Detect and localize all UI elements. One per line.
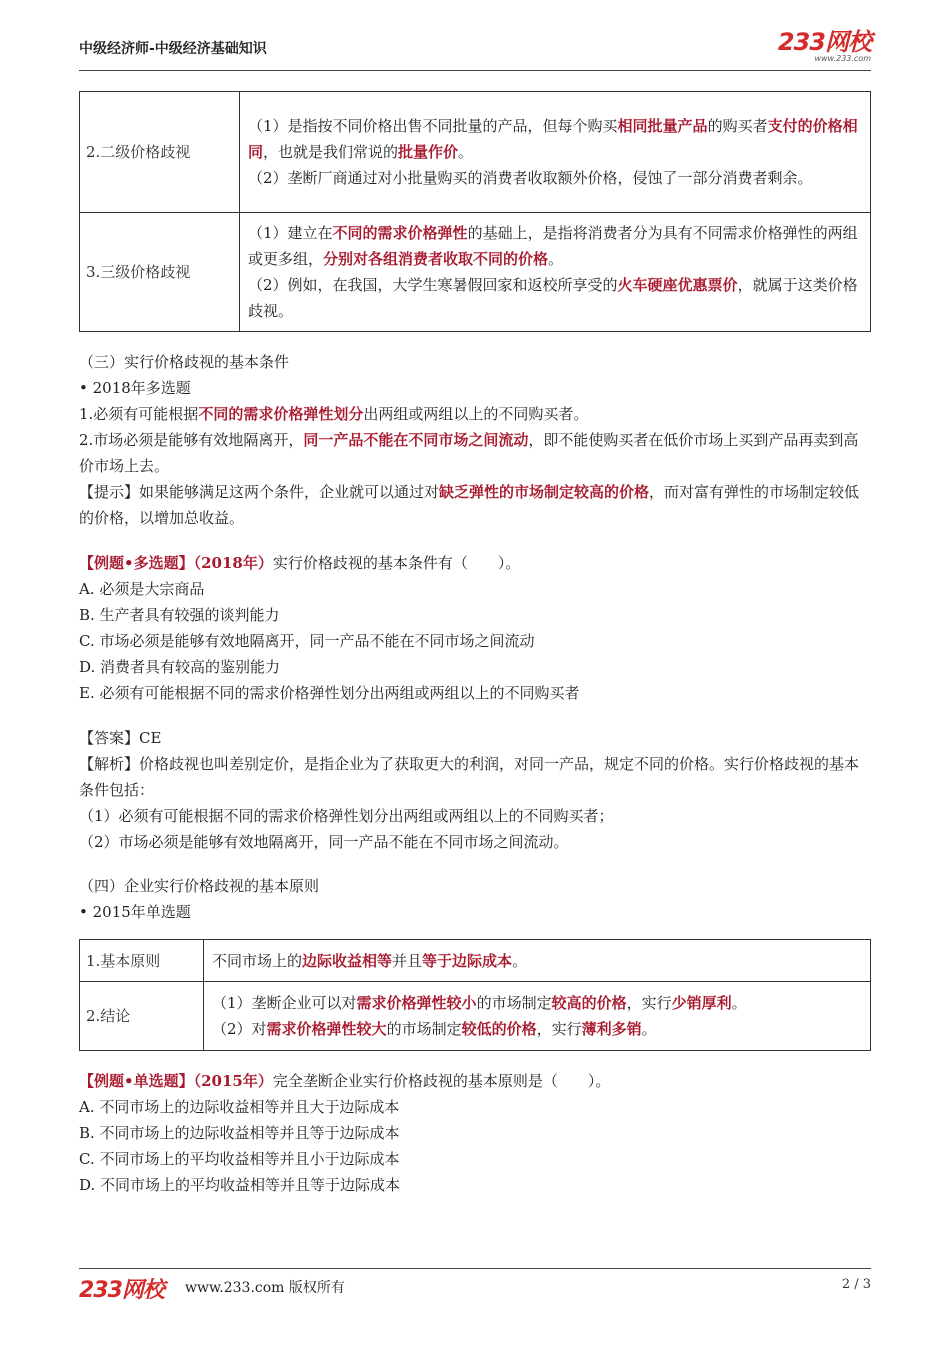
option-a: A. 不同市场上的边际收益相等并且大于边际成本: [79, 1098, 400, 1116]
option-b: B. 不同市场上的边际收益相等并且等于边际成本: [79, 1124, 400, 1142]
text-segment: 。: [548, 250, 564, 268]
highlight-text: 较高的价格: [551, 994, 627, 1012]
text-segment: ，即不能使购买者在低价市场上买到产品再卖到高价市场上去。: [79, 431, 859, 475]
text-segment: 的市场制定: [476, 994, 552, 1012]
row-content: [204, 982, 871, 1051]
page-number: 2 / 3: [841, 1277, 871, 1292]
text-segment: 【提示】如果能够满足这两个条件，企业就可以通过对: [79, 483, 440, 501]
question-tag: 【例题•单选题】（2015年）: [79, 1072, 273, 1090]
option-d: D. 消费者具有较高的鉴别能力: [79, 658, 281, 676]
highlight-text: 同一产品不能在不同市场之间流动: [303, 431, 529, 449]
text-segment: 1.必须有可能根据: [79, 405, 199, 423]
text-segment: 出两组或两组以上的不同购买者。: [363, 405, 589, 423]
exam-bullet: • 2018年多选题: [79, 379, 191, 397]
text-segment: 。: [458, 143, 474, 161]
example-single-choice: [79, 1068, 871, 1198]
footer-copyright: www.233.com 版权所有: [185, 1280, 345, 1296]
text-segment: 。: [731, 994, 747, 1012]
example-multiple-choice: [79, 550, 871, 706]
text-segment: ，就属于这类价格歧视。: [248, 276, 858, 320]
option-e: E. 必须有可能根据不同的需求价格弹性划分出两组或两组以上的不同购买者: [79, 684, 580, 702]
row-label: 3.三级价格歧视: [80, 213, 240, 332]
text-segment: 并且: [392, 951, 423, 970]
answer-text: 【答案】CE: [79, 729, 162, 747]
table-row: [80, 940, 871, 982]
row-label: 1.基本原则: [80, 940, 204, 982]
highlight-text: 薄利多销: [581, 1020, 642, 1038]
page-footer: [79, 1268, 871, 1305]
price-discrimination-table: [79, 91, 871, 332]
condition-item: [79, 427, 871, 479]
highlight-text: 不同的需求价格弹性划分: [198, 405, 364, 423]
highlight-text: 需求价格弹性较大: [266, 1020, 387, 1038]
question-line: [79, 550, 871, 576]
question-line: [79, 1068, 871, 1094]
text-segment: 。: [641, 1020, 657, 1038]
text-segment: 的购买者: [707, 117, 768, 135]
analysis-text: 【解析】价格歧视也叫差别定价，是指企业为了获取更大的利润，对同一产品，规定不同的价格。实行价格歧视的基本条件包括：: [79, 755, 860, 799]
text-segment: ，实行: [626, 994, 672, 1012]
page-header: [79, 30, 871, 71]
brand-logo: [778, 30, 871, 63]
row-label: 2.二级价格歧视: [80, 92, 240, 213]
text-segment: ，也就是我们常说的: [263, 143, 399, 161]
principle-table: [79, 939, 871, 1051]
highlight-text: 较低的价格: [461, 1020, 537, 1038]
example-answer: [79, 725, 871, 855]
highlight-text: 需求价格弹性较小: [356, 994, 477, 1012]
header-title: 中级经济师-中级经济基础知识: [79, 41, 267, 57]
text-segment: ，实行: [536, 1020, 582, 1038]
table-row: [80, 213, 871, 332]
question-text: 实行价格歧视的基本条件有（ ）。: [272, 554, 521, 572]
question-text: 完全垄断企业实行价格歧视的基本原则是（ ）。: [272, 1072, 611, 1090]
highlight-text: 分别对各组消费者收取不同的价格: [323, 250, 549, 268]
option-d: D. 不同市场上的平均收益相等并且等于边际成本: [79, 1176, 401, 1194]
section-conditions: [79, 349, 871, 531]
text-segment: （1）建立在: [248, 224, 333, 242]
text-segment: ，而对富有弹性的市场制定较低的价格，以增加总收益。: [79, 483, 860, 527]
option-c: C. 不同市场上的平均收益相等并且小于边际成本: [79, 1150, 400, 1168]
section-heading: （四）企业实行价格歧视的基本原则: [79, 877, 320, 895]
highlight-text: 缺乏弹性的市场制定较高的价格: [439, 483, 650, 501]
row-content: [240, 92, 871, 213]
highlight-text: 批量作价: [398, 143, 459, 161]
analysis-point: （2）市场必须是能够有效地隔离开，同一产品不能在不同市场之间流动。: [79, 833, 569, 851]
tip-paragraph: [79, 479, 871, 531]
text-segment: （1）垄断企业可以对: [212, 994, 357, 1012]
text-segment: （2）垄断厂商通过对小批量购买的消费者收取额外价格，侵蚀了一部分消费者剩余。: [248, 169, 813, 187]
highlight-text: 边际收益相等: [302, 951, 393, 970]
text-segment: 的市场制定: [386, 1020, 462, 1038]
highlight-text: 少销厚利: [671, 994, 732, 1012]
text-segment: （1）是指按不同价格出售不同批量的产品，但每个购买: [248, 117, 618, 135]
text-segment: 2.市场必须是能够有效地隔离开，: [79, 431, 304, 449]
text-segment: 的基础上，是指将消费者分为具有不同需求价格弹性的两组或更多组，: [248, 224, 858, 268]
row-label: 2.结论: [80, 982, 204, 1051]
exam-bullet: • 2015年单选题: [79, 903, 191, 921]
highlight-text: 火车硬座优惠票价: [617, 276, 738, 294]
highlight-text: 支付的价格相同: [248, 117, 858, 161]
table-row: [80, 92, 871, 213]
logo-text: 233网校: [777, 28, 871, 56]
text-segment: （2）对: [212, 1020, 267, 1038]
question-tag: 【例题•多选题】（2018年）: [79, 554, 273, 572]
section-heading: （三）实行价格歧视的基本条件: [79, 353, 290, 371]
highlight-text: 相同批量产品: [617, 117, 708, 135]
option-a: A. 必须是大宗商品: [79, 580, 205, 598]
option-c: C. 市场必须是能够有效地隔离开，同一产品不能在不同市场之间流动: [79, 632, 535, 650]
text-segment: 不同市场上的: [212, 951, 303, 970]
text-segment: （2）例如，在我国，大学生寒暑假回家和返校所享受的: [248, 276, 618, 294]
condition-item: [79, 401, 871, 427]
highlight-text: 不同的需求价格弹性: [332, 224, 468, 242]
analysis-point: （1）必须有可能根据不同的需求价格弹性划分出两组或两组以上的不同购买者；: [79, 807, 614, 825]
row-content: [240, 213, 871, 332]
footer-logo: 233网校: [79, 1278, 164, 1303]
option-b: B. 生产者具有较强的谈判能力: [79, 606, 280, 624]
logo-url: www.233.com: [814, 54, 871, 63]
table-row: [80, 982, 871, 1051]
text-segment: 。: [512, 951, 528, 970]
highlight-text: 等于边际成本: [422, 951, 513, 970]
section-principles: [79, 873, 871, 925]
row-content: [204, 940, 871, 982]
